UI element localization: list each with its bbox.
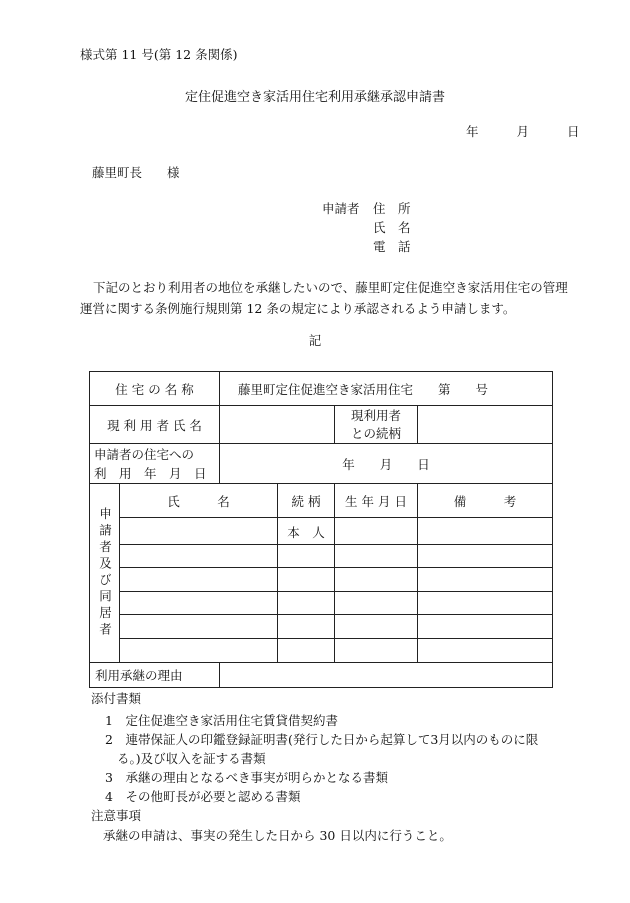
member-note-cell <box>418 639 553 663</box>
housing-name-label: 住 宅 の 名 称 <box>90 372 220 406</box>
member-note-cell <box>418 518 553 545</box>
date-year: 年 <box>466 124 479 139</box>
application-table <box>89 371 553 688</box>
notes-heading: 注意事項 <box>91 808 142 823</box>
document-title: 定住促進空き家活用住宅利用承継承認申請書 <box>184 90 445 105</box>
col-remarks-header: 備 考 <box>418 484 553 518</box>
member-relation-cell <box>278 568 335 592</box>
use-date-label-line2: 利 用 年 月 日 <box>94 465 207 481</box>
member-birth-cell <box>335 568 418 592</box>
member-name-cell <box>120 518 278 545</box>
housing-name-value: 藤里町定住促進空き家活用住宅 第 号 <box>220 372 553 406</box>
use-date-label-line1: 申請者の住宅への <box>94 446 195 462</box>
applicant-cohabitants-label <box>90 484 120 663</box>
member-birth-cell <box>335 615 418 639</box>
member-name-cell <box>120 545 278 568</box>
member-relation-cell <box>278 545 335 568</box>
col-birthdate-header: 生 年 月 日 <box>335 484 418 518</box>
member-birth-cell <box>335 545 418 568</box>
relation-label-line2: との続柄 <box>350 425 401 441</box>
col-relation-header: 続 柄 <box>278 484 335 518</box>
use-date-label <box>90 444 220 484</box>
member-note-cell <box>418 615 553 639</box>
member-relation-cell <box>278 592 335 615</box>
succession-reason-label: 利用承継の理由 <box>90 663 220 688</box>
date-day: 日 <box>566 124 580 139</box>
member-birth-cell <box>335 639 418 663</box>
current-user-name-field <box>220 406 335 444</box>
date-line <box>466 126 579 139</box>
addressee: 藤里町長 様 <box>92 165 180 180</box>
member-name-cell <box>120 639 278 663</box>
attachment-item-3: 3 承継の理由となるべき事実が明らかとなる書類 <box>105 770 388 785</box>
applicant-label: 申請者 <box>322 201 360 216</box>
applicant-phone-label: 電 話 <box>373 239 411 254</box>
attachment-item-4: 4 その他町長が必要と認める書類 <box>105 789 301 804</box>
member-note-cell <box>418 545 553 568</box>
attachment-item-1: 1 定住促進空き家活用住宅賃貸借契約書 <box>105 713 338 728</box>
relation-label-line1: 現利用者 <box>350 407 401 423</box>
attachment-item-2: 2 連帯保証人の印鑑登録証明書(発行した日から起算して3月以内のものに限 <box>105 732 539 747</box>
attachments-heading: 添付書類 <box>91 691 142 706</box>
member-name-cell <box>120 592 278 615</box>
member-note-cell <box>418 592 553 615</box>
relation-label <box>335 406 418 444</box>
use-date-value: 年 月 日 <box>220 444 553 484</box>
form-number: 様式第 11 号(第 12 条関係) <box>80 47 238 62</box>
self-relation-cell: 本 人 <box>278 518 335 545</box>
member-name-cell <box>120 615 278 639</box>
relation-field <box>418 406 553 444</box>
member-name-cell <box>120 568 278 592</box>
member-relation-cell <box>278 639 335 663</box>
member-birth-cell <box>335 592 418 615</box>
current-user-name-label: 現 利 用 者 氏 名 <box>90 406 220 444</box>
col-name-header: 氏 名 <box>120 484 278 518</box>
applicant-cohabitants-text: 申請者及び同居者 <box>97 507 113 639</box>
date-month: 月 <box>516 124 529 139</box>
applicant-name-label: 氏 名 <box>373 220 411 235</box>
member-birth-cell <box>335 518 418 545</box>
member-relation-cell <box>278 615 335 639</box>
member-note-cell <box>418 568 553 592</box>
ki-heading: 記 <box>308 333 322 348</box>
succession-reason-field <box>220 663 553 688</box>
note-item-1: 承継の申請は、事実の発生した日から 30 日以内に行うこと。 <box>103 828 452 843</box>
applicant-address-label: 住 所 <box>373 201 411 216</box>
attachment-item-2-continued: る。)及び収入を証する書類 <box>117 751 266 766</box>
request-statement: 下記のとおり利用者の地位を承継したいので、藤里町定住促進空き家活用住宅の管理運営に関する条例施行規則第 12 条の規定により承認されるよう申請します。 <box>80 280 568 316</box>
